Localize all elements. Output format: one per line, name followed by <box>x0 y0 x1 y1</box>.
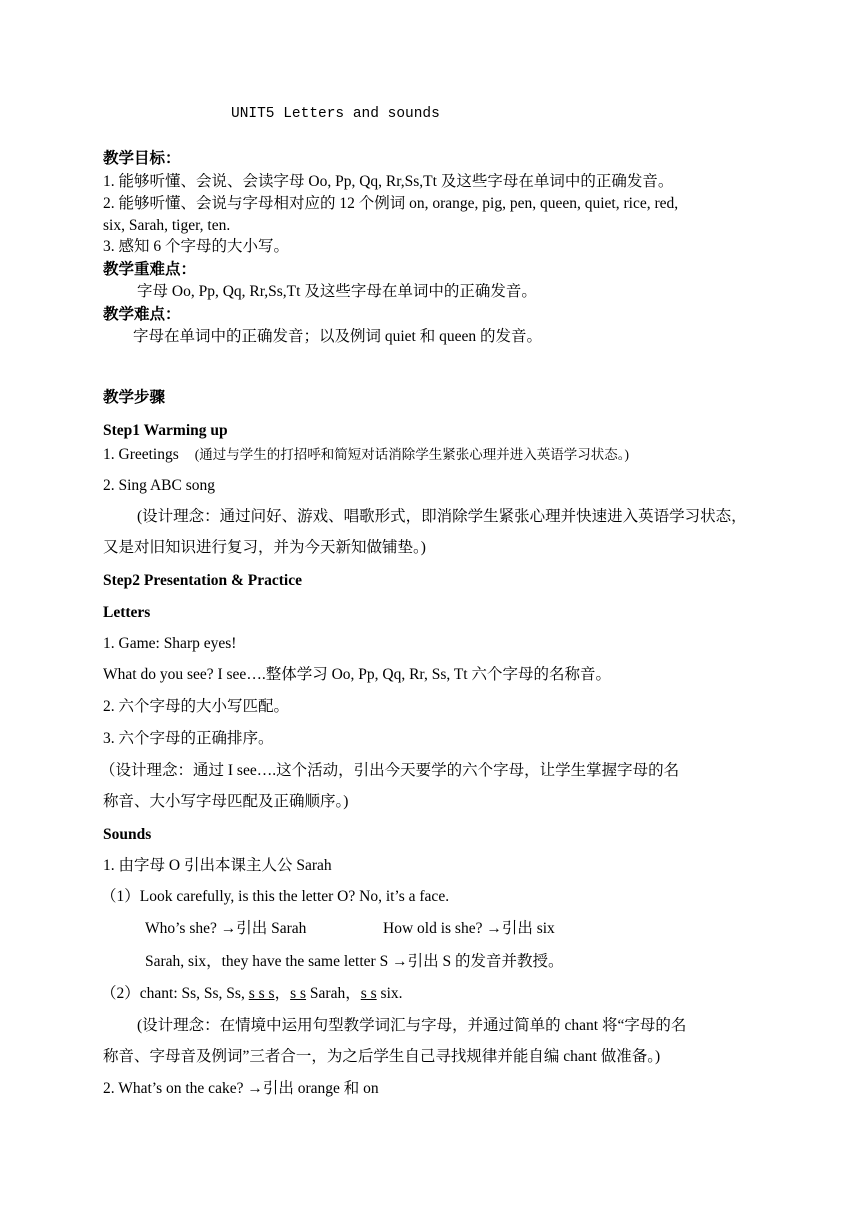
chant-six: six. <box>376 985 403 1002</box>
steps-heading: 教学步骤 <box>103 389 166 406</box>
letters-item-1: 1. Game: Sharp eyes! <box>103 635 237 652</box>
sounds-item-2: 2. What’s on the cake? →引出 orange 和 on <box>103 1080 379 1097</box>
chant-separator: ， <box>274 985 291 1002</box>
key-points-text: 字母 Oo, Pp, Qq, Rr,Ss,Tt 及这些字母在单词中的正确发音。 <box>137 283 537 300</box>
sounds-same-letter-line: Sarah, six，they have the same letter S →引出 S 的发音并教授。 <box>145 953 564 970</box>
difficulties-heading: 教学难点： <box>103 306 181 323</box>
chant-prefix: （2）chant: Ss, Ss, Ss, <box>101 985 249 1002</box>
objective-item-3: 3. 感知 6 个字母的大小写。 <box>103 238 290 255</box>
sounds-item-1: 1. 由字母 O 引出本课主人公 Sarah <box>103 857 332 874</box>
sounds-item-1-sub-1: （1）Look carefully, is this the letter O? No, it’s a face. <box>101 888 450 905</box>
step1-heading: Step1 Warming up <box>103 422 228 439</box>
objective-item-2-continued: six, Sarah, tiger, ten. <box>103 217 231 234</box>
sounds-concept-line-1: (设计理念：在情境中运用句型教学词汇与字母，并通过简单的 chant 将“字母的名 <box>137 1017 687 1034</box>
step1-item-1-label: 1. Greetings <box>103 446 179 463</box>
sounds-who-line: Who’s she? →引出 Sarah <box>145 920 307 937</box>
document-title: UNIT5 Letters and sounds <box>231 106 440 122</box>
key-points-heading: 教学重难点： <box>103 261 197 278</box>
letters-concept-line-2: 称音、大小写字母匹配及正确顺序。) <box>103 793 349 810</box>
step1-item-2: 2. Sing ABC song <box>103 477 215 494</box>
letters-item-1-detail: What do you see? I see….整体学习 Oo, Pp, Qq, Rr, Ss, Tt 六个字母的名称音。 <box>103 666 611 683</box>
objective-item-1: 1. 能够听懂、会说、会读字母 Oo, Pp, Qq, Rr,Ss,Tt 及这些字母在单词中的正确发音。 <box>103 173 674 190</box>
chant-ss-2: s s <box>360 985 377 1002</box>
step1-concept-line-2: 又是对旧知识进行复习，并为今天新知做铺垫。) <box>103 539 426 556</box>
chant-ss-1: s s <box>290 985 307 1002</box>
sounds-how-old-line: How old is she? →引出 six <box>383 920 555 937</box>
objectives-heading: 教学目标： <box>103 150 181 167</box>
sounds-heading: Sounds <box>103 826 152 843</box>
step2-heading: Step2 Presentation & Practice <box>103 572 303 589</box>
step1-concept-line-1: (设计理念：通过问好、游戏、唱歌形式，即消除学生紧张心理并快速进入英语学习状态， <box>137 508 747 525</box>
sounds-concept-line-2: 称音、字母音及例词”三者合一，为之后学生自己寻找规律并能自编 chant 做准备。) <box>103 1048 661 1065</box>
letters-concept-line-1: （设计理念：通过 I see….这个活动，引出今天要学的六个字母，让学生掌握字母的名 <box>100 762 680 779</box>
sounds-chant-line <box>101 984 403 1004</box>
letters-item-2: 2. 六个字母的大小写匹配。 <box>103 698 290 715</box>
step1-item-1 <box>103 445 629 465</box>
letters-item-3: 3. 六个字母的正确排序。 <box>103 730 274 747</box>
chant-sss: s s s <box>248 985 275 1002</box>
step1-item-1-note: (通过与学生的打招呼和简短对话消除学生紧张心理并进入英语学习状态。) <box>194 447 630 462</box>
chant-sarah: Sarah， <box>306 985 361 1002</box>
letters-heading: Letters <box>103 604 151 621</box>
objective-item-2: 2. 能够听懂、会说与字母相对应的 12 个例词 on, orange, pig, pen, queen, quiet, rice, red, <box>103 195 679 212</box>
difficulties-text: 字母在单词中的正确发音；以及例词 quiet 和 queen 的发音。 <box>133 328 543 345</box>
